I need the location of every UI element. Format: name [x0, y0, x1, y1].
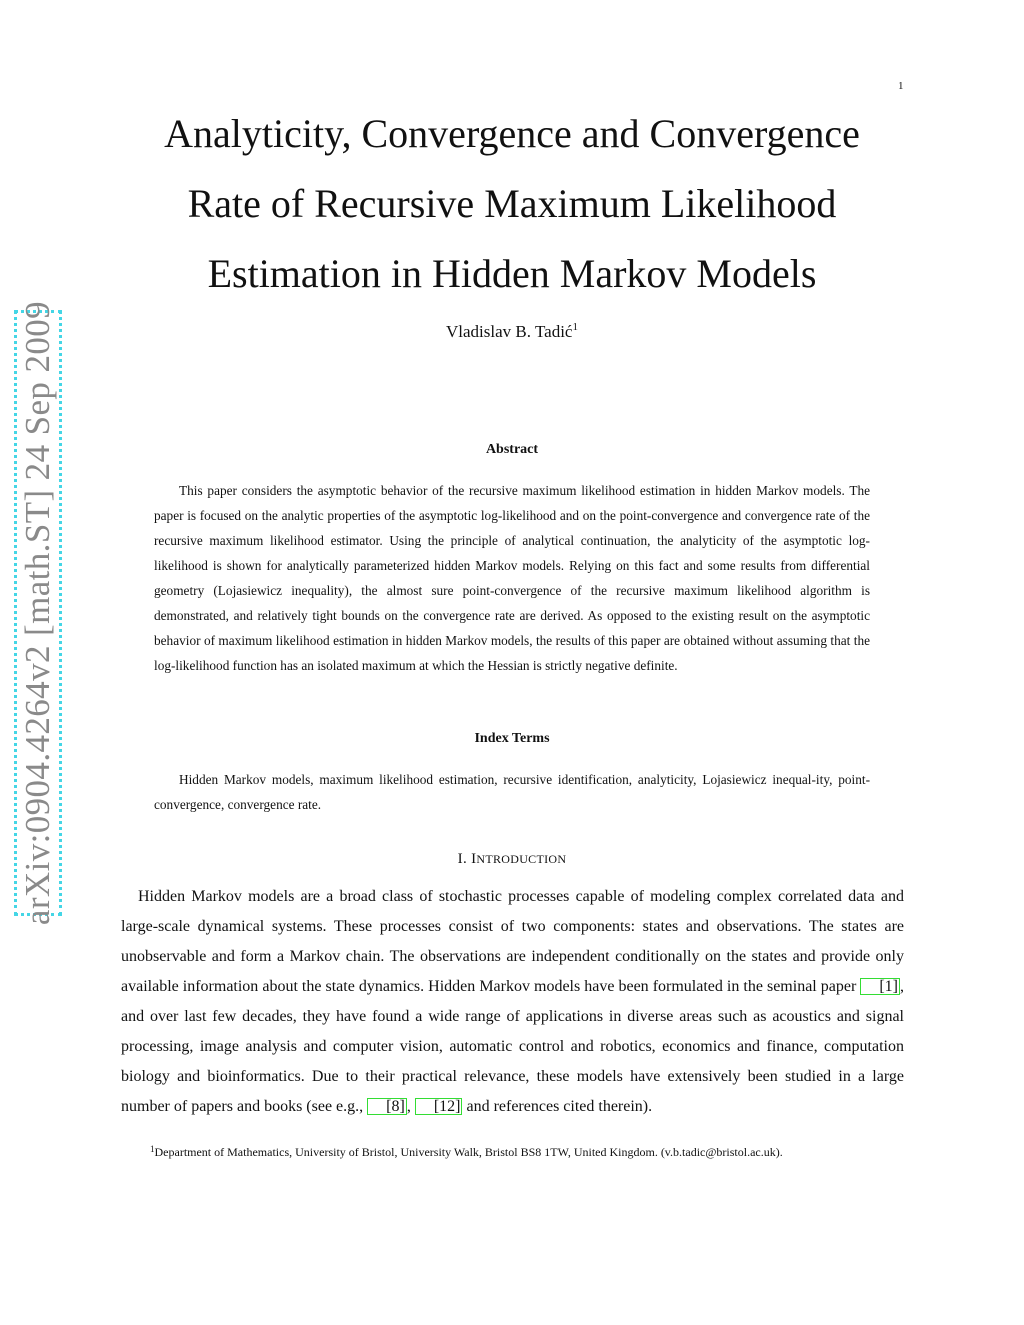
abstract-heading: Abstract — [485, 442, 539, 457]
section-numeral: I. — [457, 851, 472, 867]
abstract-text: This paper considers the asymptotic behavior of the recursive maximum likelihood estimation in hidden Markov models. The paper is focused on the analytic properties of the asymptotic log-likelihood and on the point-convergence and convergence rate of the recursive maximum likelihood estimator. Using the principle of analytical continuation, the analyticity of the asymptotic log-likelihood is shown for analytically parameterized hidden Markov models. Relying on this fact and some results from differential geometry (Lojasiewicz inequality), the almost sure point-convergence of the recursive maximum likelihood algorithm is demonstrated, and relatively tight bounds on the convergence rate are derived. As opposed to the existing result on the asymptotic behavior of maximum likelihood estimation in hidden Markov models, the results of this paper are obtained without assuming that the log-likelihood function has an isolated maximum at which the Hessian is strictly negative definite. — [154, 483, 870, 673]
introduction-paragraph — [121, 882, 904, 1122]
title-line-2: Rate of Recursive Maximum Likelihood — [187, 181, 837, 226]
footnote-text: Department of Mathematics, University of Bristol, University Walk, Bristol BS8 1TW, United Kingdom. (v.b.tadic@bristol.ac.uk). — [154, 1145, 783, 1159]
citation-separator: , — [406, 1098, 415, 1115]
footnote-mark: 1 — [150, 1144, 155, 1154]
introduction-heading — [0, 851, 1024, 868]
citation-link-1[interactable]: [1] — [860, 978, 900, 995]
footnote — [150, 1144, 890, 1160]
arxiv-stamp — [14, 300, 62, 926]
index-terms-heading: Index Terms — [474, 731, 550, 746]
heading-rest: NTRODUCTION — [476, 852, 567, 866]
arxiv-identifier: arXiv:0904.4264v2 [math.ST] 24 Sep 2009 — [18, 300, 57, 926]
heading-initial: I — [471, 851, 477, 867]
intro-text-part-1: Hidden Markov models are a broad class of stochastic processes capable of modeling complex correlated data and large-scale dynamical systems. These processes consist of two components: states and observations. The states are unobservable and form a Markov chain. The observations are independent conditionally on the states and provide only available information about the state dynamics. Hidden Markov models have been formulated in the seminal paper — [121, 888, 904, 995]
page-number: 1 — [898, 80, 904, 92]
citation-link-8[interactable]: [8] — [367, 1098, 407, 1115]
citation-link-12[interactable]: [12] — [415, 1098, 463, 1115]
author-line — [0, 321, 1024, 342]
title-line-1: Analyticity, Convergence and Convergence — [164, 111, 860, 156]
author-footnote-mark: 1 — [572, 321, 578, 333]
index-terms-text: Hidden Markov models, maximum likelihood estimation, recursive identification, analyticity, Lojasiewicz inequal-ity, point-convergence, convergence rate. — [154, 772, 870, 812]
author-name: Vladislav B. Tadić — [446, 322, 573, 341]
title-line-3: Estimation in Hidden Markov Models — [207, 251, 817, 296]
intro-text-part-3: and references cited therein). — [462, 1098, 653, 1115]
intro-text-part-2: , and over last few decades, they have found a wide range of applications in diverse areas such as acoustics and signal processing, image analysis and computer vision, automatic control and robotics, economics and finance, computation biology and bioinformatics. Due to their practical relevance, these models have extensively been studied in a large number of papers and books (see e.g., — [121, 978, 904, 1115]
